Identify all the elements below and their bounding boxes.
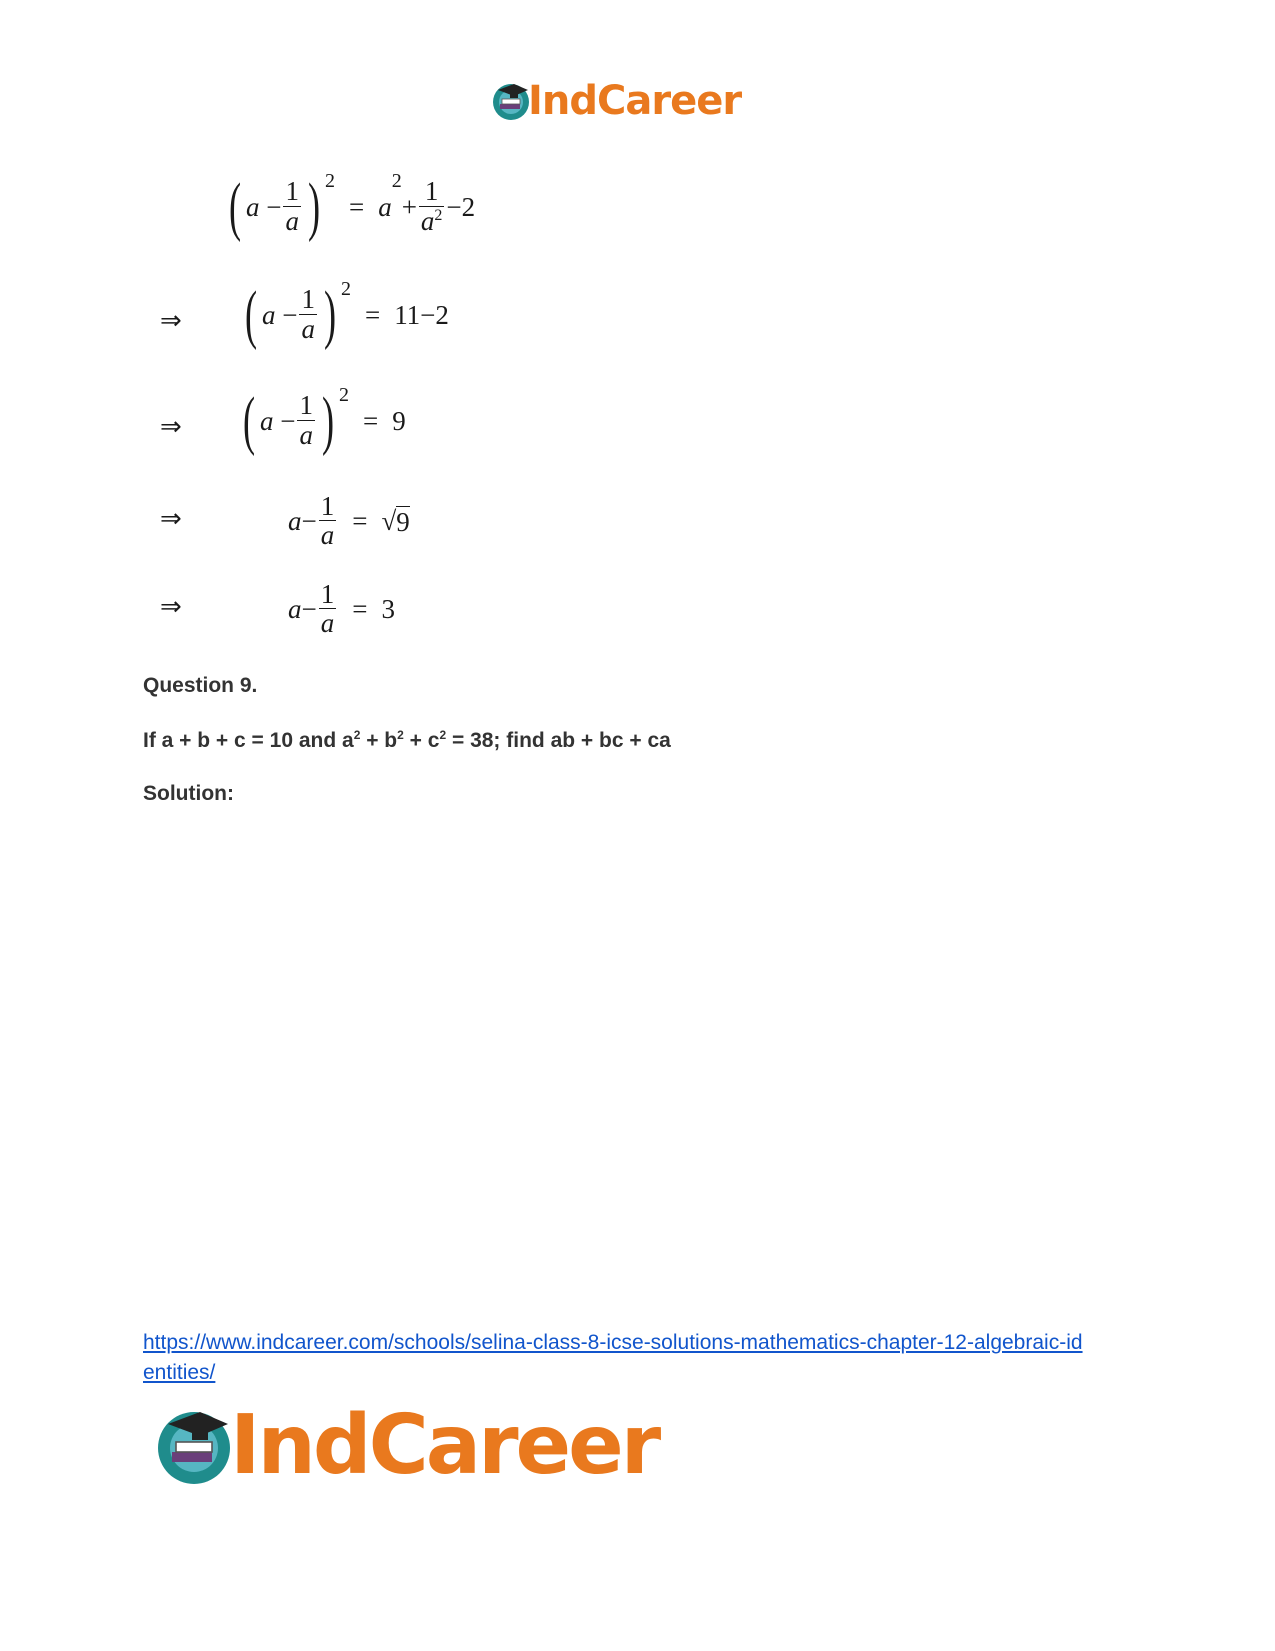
equation-line-2: ( a − $\frac{1}{a}$ ) 2 = 11−2 — [244, 278, 449, 351]
equation-4-rhs: 9 — [396, 506, 410, 537]
equation-line-1: ( a − $\frac{1}{a}$ ) 2 = a 2 + $\frac{1}{a^2}$ −2 — [228, 170, 476, 243]
question-text-part-1: If a + b + c = 10 and a — [143, 729, 354, 752]
footer-logo-text: IndCareer — [230, 1398, 659, 1493]
implies-arrow-2: ⇒ — [160, 412, 182, 442]
question-title: Question 9. — [143, 674, 258, 697]
question-text-part-3: + c — [403, 729, 440, 752]
equation-1-rest: −2 — [446, 191, 476, 222]
exponent-a: 2 — [353, 728, 361, 742]
header-logo — [490, 78, 741, 124]
footer-logo — [152, 1398, 658, 1493]
exponent-c: 2 — [439, 728, 447, 742]
sqrt-symbol: √ — [381, 506, 397, 537]
equation-line-3: ( a − $\frac{1}{a}$ ) 2 = 9 — [242, 384, 406, 457]
equation-5-rhs: 3 — [381, 594, 395, 625]
question-text-part-2: + b — [360, 729, 398, 752]
graduation-cap-books-icon — [490, 80, 532, 122]
question-text-part-4: = 38; find ab + bc + ca — [446, 729, 671, 752]
source-url-link[interactable]: https://www.indcareer.com/schools/selina-class-8-icse-solutions-mathematics-chapter-12-algebraic-identities/ — [143, 1331, 1083, 1384]
equation-2-rhs: 11−2 — [394, 299, 449, 330]
equation-3-rhs: 9 — [392, 405, 406, 436]
equation-line-5: a − $\frac{1}{a}$ = 3 — [288, 579, 395, 639]
graduation-cap-books-icon — [152, 1404, 236, 1488]
exponent-b: 2 — [397, 728, 404, 742]
implies-arrow-3: ⇒ — [160, 504, 182, 534]
implies-arrow-1: ⇒ — [160, 306, 182, 336]
solution-label: Solution: — [143, 782, 234, 805]
question-text — [143, 728, 671, 753]
header-logo-text: IndCareer — [528, 78, 742, 124]
implies-arrow-4: ⇒ — [160, 592, 182, 622]
equation-line-4: a − $\frac{1}{a}$ = √ 9 — [288, 491, 410, 551]
